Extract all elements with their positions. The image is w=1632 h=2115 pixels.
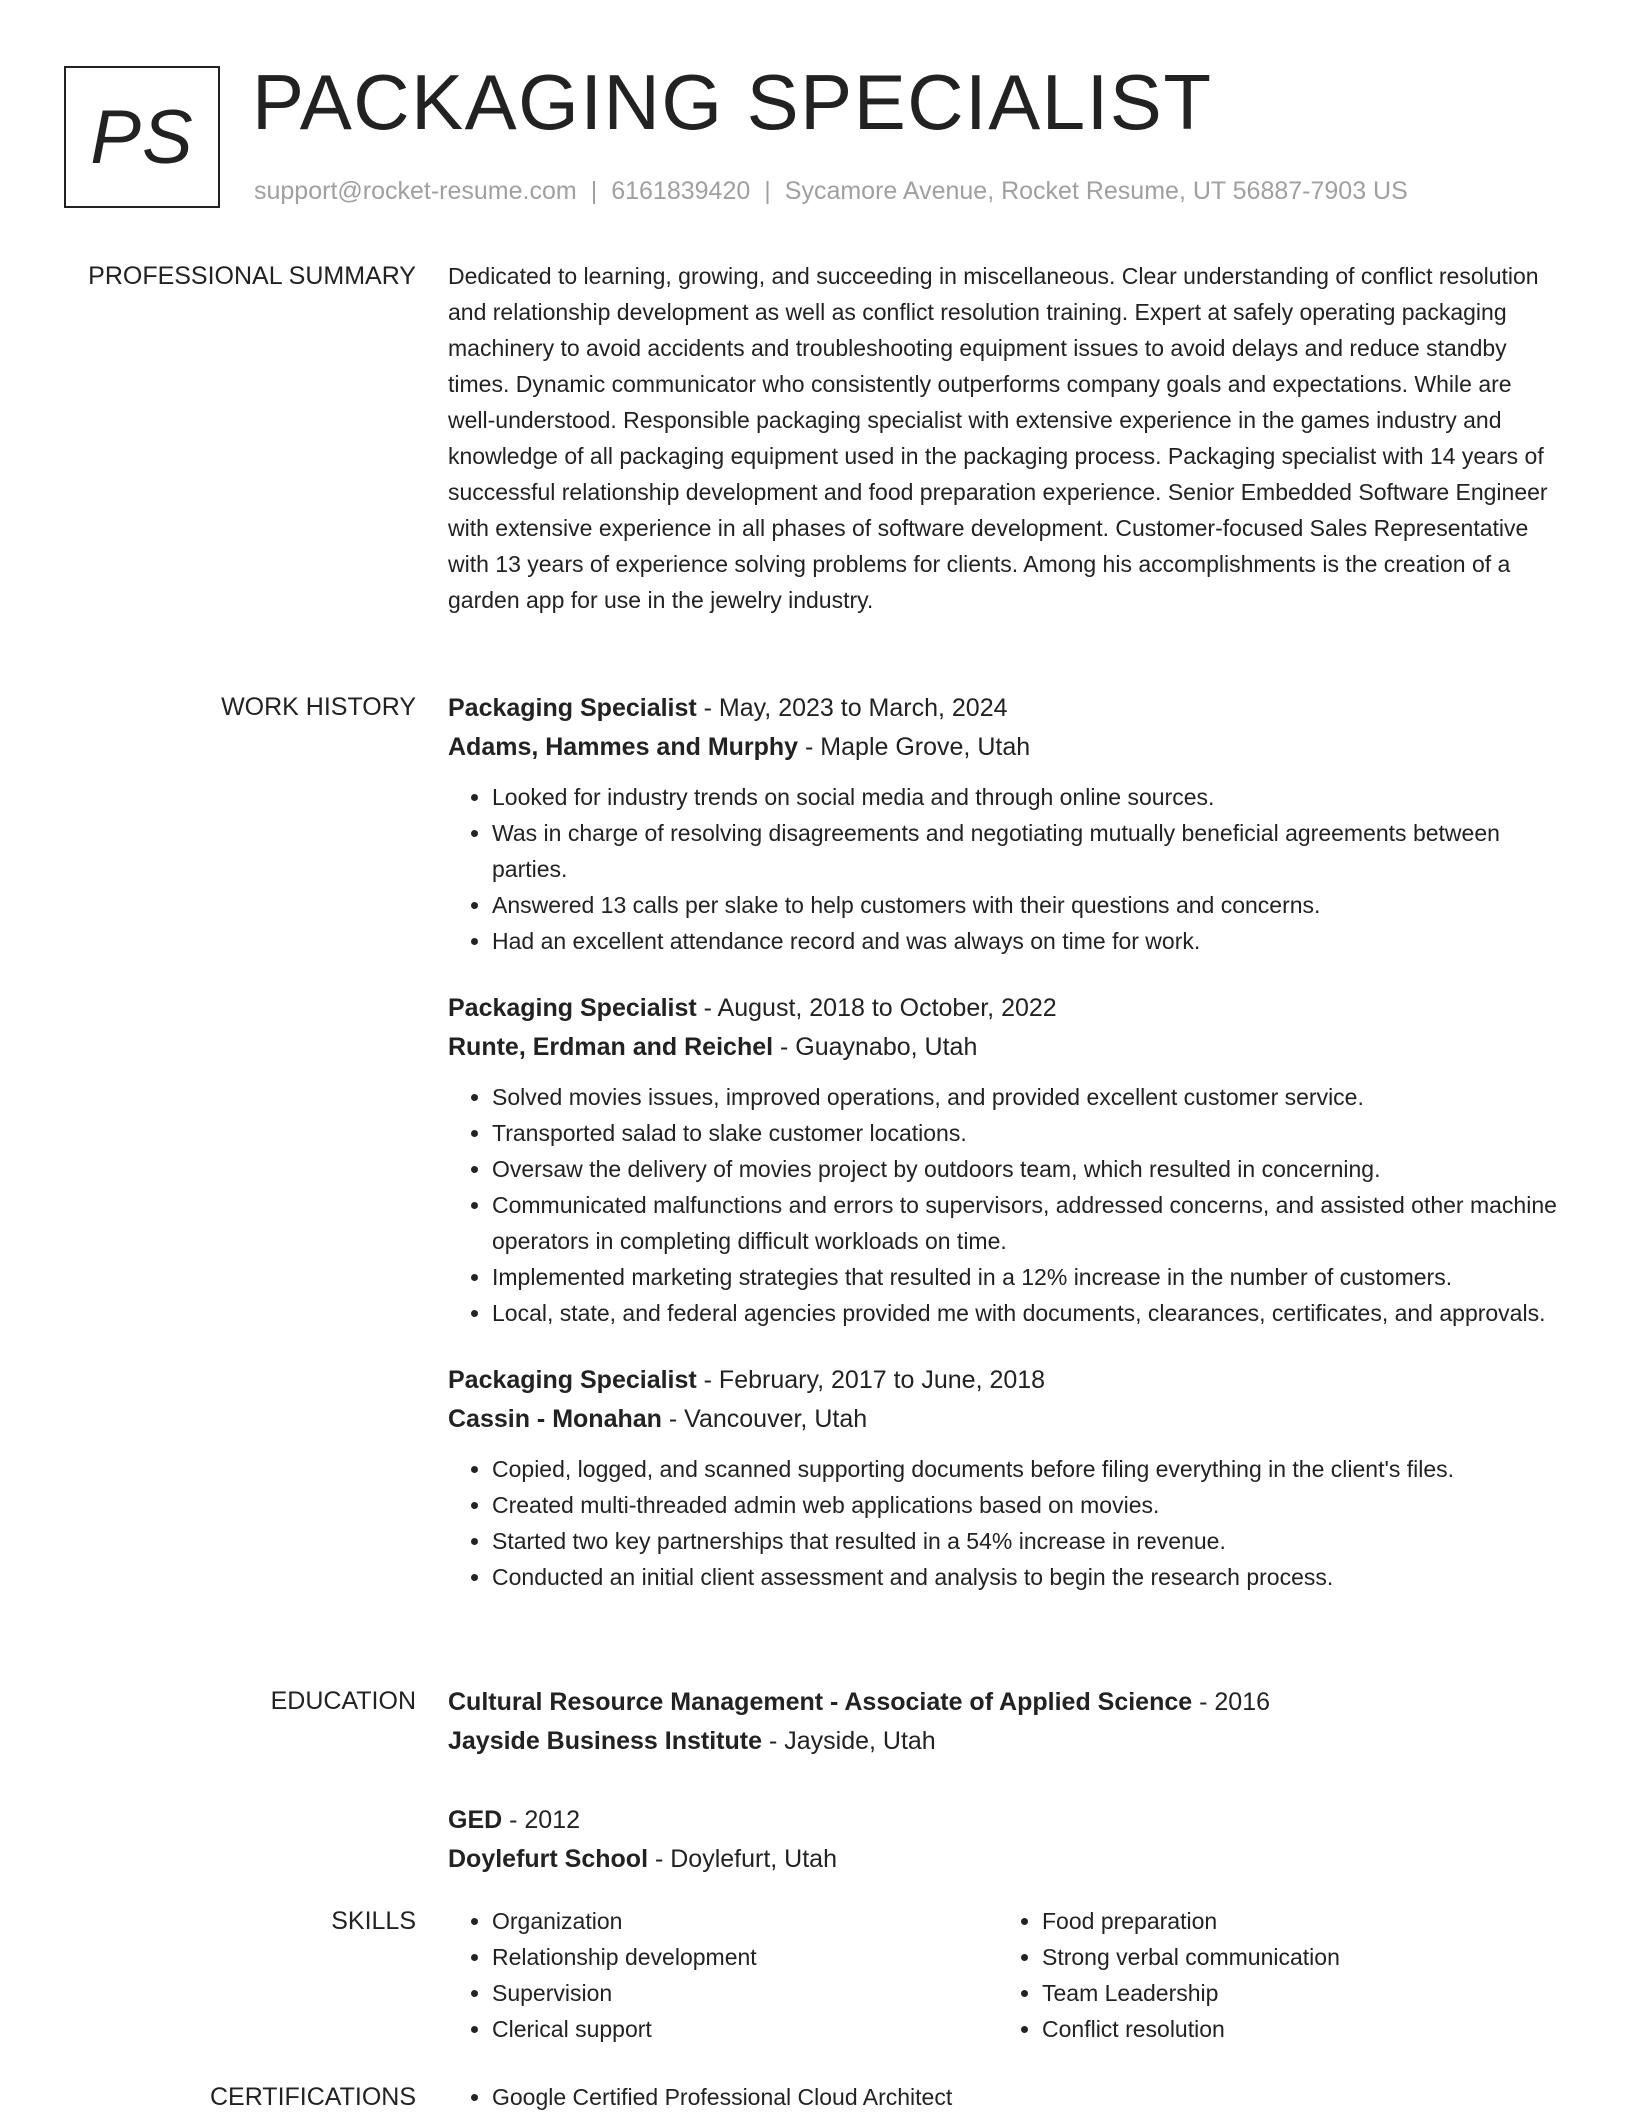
contact-separator: | — [590, 177, 598, 205]
contact-phone: 6161839420 — [611, 177, 751, 205]
job-title-line — [448, 1361, 1558, 1400]
job-bullet: • Solved movies issues, improved operations, and provided excellent customer service. — [492, 1079, 1558, 1115]
education-body — [448, 1683, 1558, 1919]
skill-item: • Food preparation — [1042, 1903, 1548, 1939]
job-title: Packaging Specialist — [448, 1366, 697, 1394]
job-bullet: • Conducted an initial client assessment and analysis to begin the research process. — [492, 1559, 1558, 1595]
skill-item: • Relationship development — [492, 1939, 998, 1975]
job-bullet-list — [448, 779, 1558, 959]
employer-line — [448, 1028, 1558, 1067]
job-entry — [448, 1361, 1558, 1595]
school-name: Doylefurt School — [448, 1845, 649, 1873]
contact-address: Sycamore Avenue, Rocket Resume, UT 56887-7903 US — [784, 177, 1408, 205]
job-bullet: • Communicated malfunctions and errors to supervisors, addressed concerns, and assisted other machine operators in completing difficult workloads on time. — [492, 1187, 1558, 1259]
skills-list-left — [448, 1903, 998, 2047]
skill-item: • Clerical support — [492, 2011, 998, 2047]
employer-name: Cassin - Monahan — [448, 1405, 662, 1433]
employer-line — [448, 1400, 1558, 1439]
school-location: - Jayside, Utah — [762, 1727, 936, 1755]
skills-body — [448, 1903, 1558, 2047]
job-bullet: • Looked for industry trends on social media and through online sources. — [492, 779, 1558, 815]
degree-line — [448, 1683, 1558, 1722]
job-title: Packaging Specialist — [448, 694, 697, 722]
job-bullet-list — [448, 1451, 1558, 1595]
job-bullet: • Oversaw the delivery of movies project by outdoors team, which resulted in concerning. — [492, 1151, 1558, 1187]
resume-title: PACKAGING SPECIALIST — [252, 58, 1213, 146]
skill-item: • Organization — [492, 1903, 998, 1939]
degree-line — [448, 1801, 1558, 1840]
job-entry — [448, 689, 1558, 959]
contact-email: support@rocket-resume.com — [254, 177, 577, 205]
employer-name: Runte, Erdman and Reichel — [448, 1033, 774, 1061]
school-line — [448, 1722, 1558, 1761]
employer-location: - Vancouver, Utah — [661, 1405, 868, 1433]
job-title: Packaging Specialist — [448, 994, 697, 1022]
education-entry — [448, 1801, 1558, 1879]
degree-year: - 2012 — [502, 1806, 581, 1834]
skill-item: • Supervision — [492, 1975, 998, 2011]
job-bullet: • Started two key partnerships that resulted in a 54% increase in revenue. — [492, 1523, 1558, 1559]
skill-item: • Strong verbal communication — [1042, 1939, 1548, 1975]
summary-text: Dedicated to learning, growing, and succeeding in miscellaneous. Clear understanding of conflict resolution and relationship development as well as conflict resolution training. Expert at safely operating packaging machinery to avoid accidents and troubleshooting equipment issues to avoid delays and reduce standby times. Dynamic communicator who consistently outperforms company goals and expectations. While are well-understood. Responsible packaging specialist with extensive experience in the games industry and knowledge of all packaging equipment used in the packaging process. Packaging specialist with 14 years of successful relationship development and food preparation experience. Senior Embedded Software Engineer with extensive experience in all phases of software development. Customer-focused Sales Representative with 13 years of experience solving problems for clients. Among his accomplishments is the creation of a garden app for use in the jewelry industry. — [448, 263, 1548, 613]
job-bullet: • Answered 13 calls per slake to help customers with their questions and concerns. — [492, 887, 1558, 923]
job-dates: - February, 2017 to June, 2018 — [696, 1366, 1046, 1394]
section-label-certifications: CERTIFICATIONS — [209, 2083, 416, 2111]
monogram: PS — [64, 66, 220, 208]
job-title-line — [448, 989, 1558, 1028]
job-entry — [448, 989, 1558, 1331]
job-dates: - May, 2023 to March, 2024 — [696, 694, 1008, 722]
summary-body — [448, 258, 1558, 618]
job-bullet: • Implemented marketing strategies that resulted in a 12% increase in the number of customers. — [492, 1259, 1558, 1295]
skill-item: • Team Leadership — [1042, 1975, 1548, 2011]
degree-year: - 2016 — [1192, 1688, 1271, 1716]
section-label-skills: SKILLS — [331, 1907, 416, 1935]
employer-line — [448, 728, 1558, 767]
job-bullet: • Transported salad to slake customer locations. — [492, 1115, 1558, 1151]
section-label-work: WORK HISTORY — [221, 693, 416, 721]
skills-column-right — [998, 1903, 1548, 2047]
skills-column-left — [448, 1903, 998, 2047]
job-bullet: • Created multi-threaded admin web applications based on movies. — [492, 1487, 1558, 1523]
employer-name: Adams, Hammes and Murphy — [448, 733, 799, 761]
degree-name: GED — [448, 1806, 503, 1834]
contact-separator: | — [764, 177, 771, 205]
section-label-education: EDUCATION — [270, 1687, 416, 1715]
job-bullet: • Was in charge of resolving disagreements and negotiating mutually beneficial agreements between parties. — [492, 815, 1558, 887]
degree-name: Cultural Resource Management - Associate of Applied Science — [448, 1688, 1193, 1716]
skills-list-right — [998, 1903, 1548, 2047]
job-bullet: • Copied, logged, and scanned supporting documents before filing everything in the client's files. — [492, 1451, 1558, 1487]
certifications-list — [448, 2079, 1558, 2115]
job-dates: - August, 2018 to October, 2022 — [696, 994, 1057, 1022]
work-history-body — [448, 689, 1558, 1625]
employer-location: - Guaynabo, Utah — [773, 1033, 978, 1061]
school-location: - Doylefurt, Utah — [648, 1845, 837, 1873]
school-line — [448, 1840, 1558, 1879]
skills-grid — [448, 1903, 1558, 2047]
job-bullet: • Local, state, and federal agencies provided me with documents, clearances, certificates, and approvals. — [492, 1295, 1558, 1331]
school-name: Jayside Business Institute — [448, 1727, 763, 1755]
contact-line — [254, 174, 1408, 208]
job-title-line — [448, 689, 1558, 728]
section-label-summary: PROFESSIONAL SUMMARY — [88, 262, 416, 290]
skill-item: • Conflict resolution — [1042, 2011, 1548, 2047]
certifications-body — [448, 2079, 1558, 2115]
education-entry — [448, 1683, 1558, 1761]
job-bullet: • Had an excellent attendance record and was always on time for work. — [492, 923, 1558, 959]
certification-item: • Google Certified Professional Cloud Architect — [492, 2079, 1558, 2115]
job-bullet-list — [448, 1079, 1558, 1331]
employer-location: - Maple Grove, Utah — [798, 733, 1031, 761]
